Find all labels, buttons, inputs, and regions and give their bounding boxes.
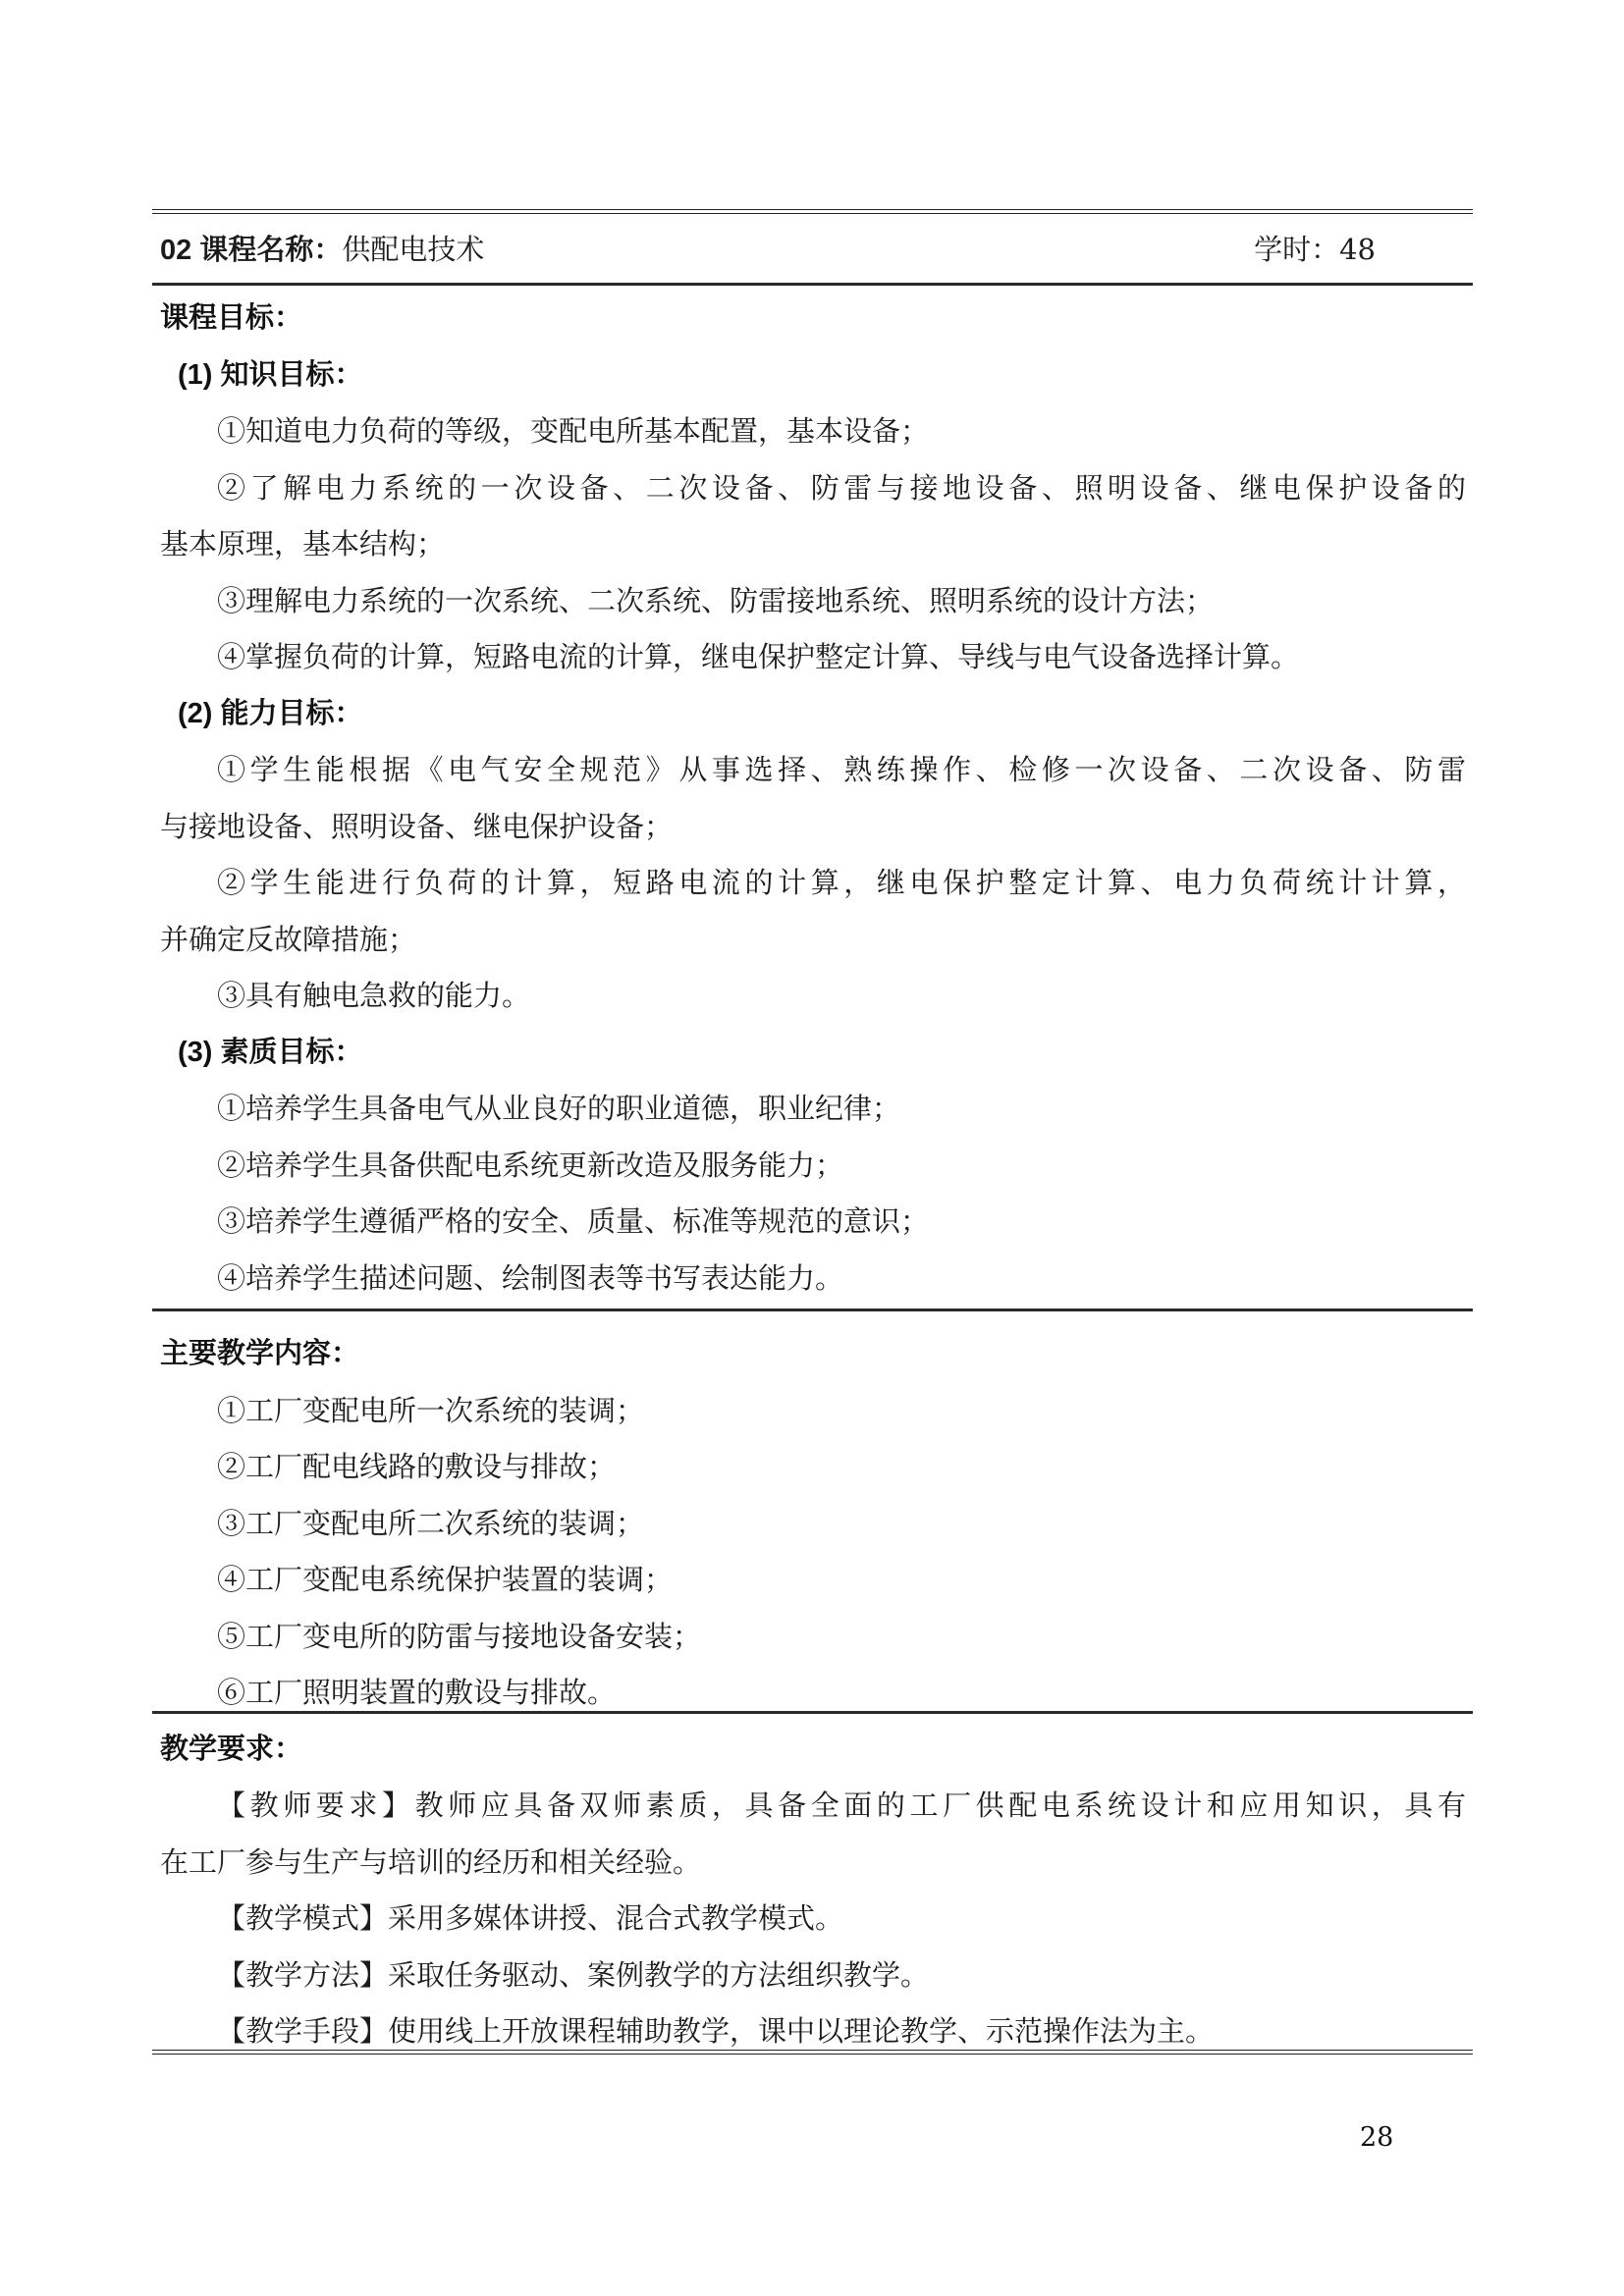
goal-group-title-knowledge: (1) 知识目标： — [178, 358, 363, 391]
content-item — [160, 1609, 1466, 1666]
requirement-item — [160, 1948, 1466, 2004]
goal-item — [160, 573, 1466, 630]
page-number: 28 — [1360, 2122, 1394, 2153]
goal-item-line: ③具有触电急救的能力。 — [217, 979, 531, 1012]
goal-item — [160, 1194, 1466, 1251]
goal-item — [160, 1251, 1466, 1308]
course-label: 02 课程名称： — [160, 234, 343, 266]
content-item-line: ⑥工厂照明装置的敷设与排故。 — [217, 1676, 617, 1709]
goal-item-line: ③培养学生遵循严格的安全、质量、标准等规范的意识； — [217, 1204, 930, 1238]
goal-item-line: 并确定反故障措施； — [160, 922, 417, 956]
course-name: 供配电技术 — [342, 232, 485, 266]
divider-teaching-content — [152, 1308, 1473, 1311]
content-item-line: ③工厂变配电所二次系统的装调； — [217, 1506, 645, 1540]
content-item-line: ②工厂配电线路的敷设与排故； — [217, 1450, 617, 1483]
goal-item — [160, 1081, 1466, 1138]
divider-bottom — [152, 2050, 1473, 2055]
goal-item — [160, 629, 1466, 686]
course-header — [160, 212, 1466, 283]
document-body — [160, 291, 1466, 2060]
requirement-item-line: 在工厂参与生产与培训的经历和相关经验。 — [160, 1844, 702, 1879]
content-item — [160, 1496, 1466, 1553]
course-title — [160, 228, 484, 268]
course-hours — [1254, 228, 1466, 268]
content-item — [160, 1439, 1466, 1496]
hours-value: 48 — [1339, 232, 1376, 266]
hours-label: 学时： — [1254, 232, 1340, 266]
requirement-item-line: 【教师要求】教师应具备双师素质，具备全面的工厂供配电系统设计和应用知识，具有 — [217, 1789, 1466, 1822]
requirement-item-line: 【教学方法】采取任务驱动、案例教学的方法组织教学。 — [217, 1957, 930, 1992]
requirement-item — [160, 1778, 1466, 1891]
goal-item — [160, 1138, 1466, 1195]
goal-item-line: 与接地设备、照明设备、继电保护设备； — [160, 809, 674, 843]
goal-item-line: ①学生能根据《电气安全规范》从事选择、熟练操作、检修一次设备、二次设备、防雷 — [217, 753, 1466, 786]
goal-item-line: ①培养学生具备电气从业良好的职业道德，职业纪律； — [217, 1092, 901, 1125]
goal-item — [160, 968, 1466, 1025]
divider-teaching-requirements — [152, 1711, 1473, 1714]
section-title-teaching-content: 主要教学内容： — [160, 1338, 360, 1369]
divider-header-bottom — [152, 283, 1473, 286]
goal-item-line: ④培养学生描述问题、绘制图表等书写表达能力。 — [217, 1260, 844, 1295]
requirement-item — [160, 1891, 1466, 1948]
requirement-item-line: 【教学手段】使用线上开放课程辅助教学，课中以理论教学、示范操作法为主。 — [217, 2014, 1215, 2048]
goal-group-title-ability: (2) 能力目标： — [178, 697, 363, 729]
goal-item-line: ②培养学生具备供配电系统更新改造及服务能力； — [217, 1148, 844, 1182]
goal-item — [160, 403, 1466, 460]
goal-item — [160, 855, 1466, 968]
goal-item-line: ②学生能进行负荷的计算，短路电流的计算，继电保护整定计算、电力负荷统计计算， — [217, 866, 1466, 899]
goal-item-line: ①知道电力负荷的等级，变配电所基本配置，基本设备； — [217, 414, 930, 448]
content-item-line: ⑤工厂变电所的防雷与接地设备安装； — [217, 1619, 702, 1653]
goal-group-title-quality: (3) 素质目标： — [178, 1036, 363, 1068]
goal-item-line: 基本原理，基本结构； — [160, 527, 446, 561]
goal-item — [160, 742, 1466, 855]
section-title-teaching-requirements: 教学要求： — [160, 1733, 303, 1765]
section-title-objectives: 课程目标： — [160, 302, 303, 334]
goal-item-line: ②了解电力系统的一次设备、二次设备、防雷与接地设备、照明设备、继电保护设备的 — [217, 470, 1466, 505]
content-item-line: ①工厂变配电所一次系统的装调； — [217, 1393, 645, 1427]
goal-item-line: ④掌握负荷的计算，短路电流的计算，继电保护整定计算、导线与电气设备选择计算。 — [217, 640, 1300, 673]
requirement-item-line: 【教学模式】采用多媒体讲授、混合式教学模式。 — [217, 1901, 844, 1935]
content-item-line: ④工厂变配电系统保护装置的装调； — [217, 1563, 674, 1596]
goal-item — [160, 460, 1466, 573]
content-item — [160, 1552, 1466, 1609]
content-item — [160, 1383, 1466, 1440]
goal-item-line: ③理解电力系统的一次系统、二次系统、防雷接地系统、照明系统的设计方法； — [217, 583, 1215, 617]
